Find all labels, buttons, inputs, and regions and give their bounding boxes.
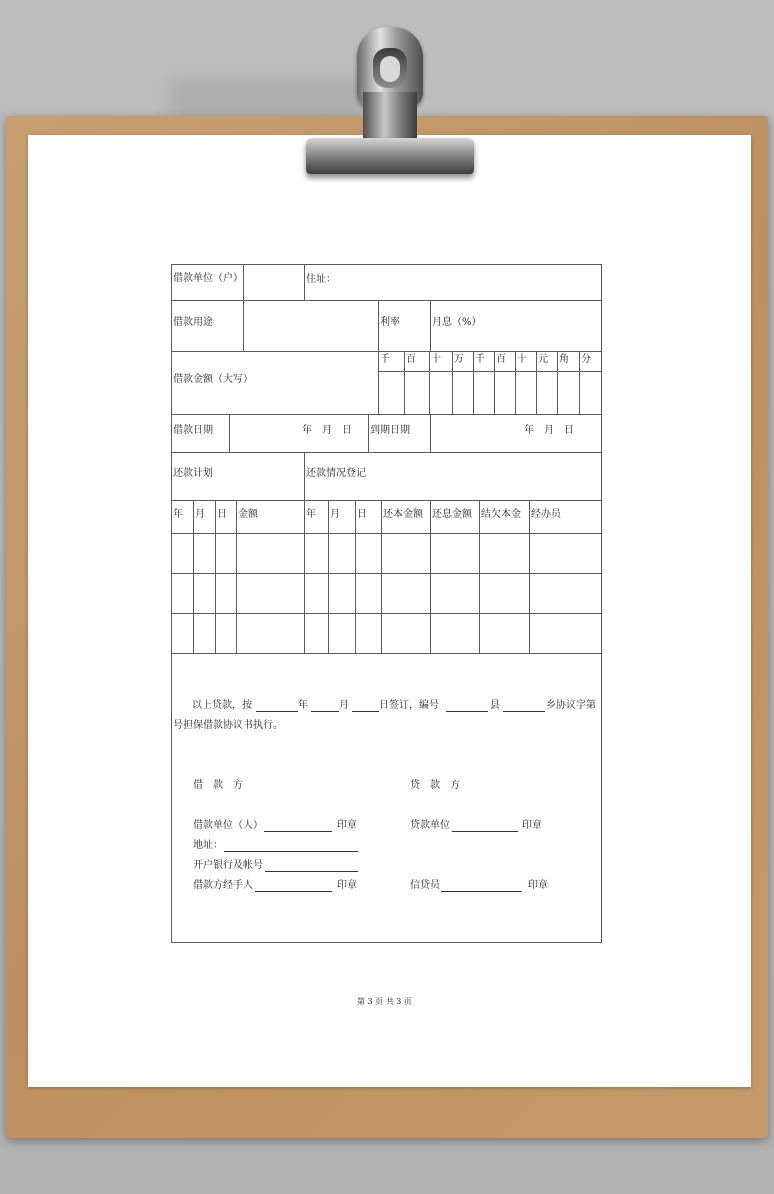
- col-line: [243, 264, 244, 301]
- loan-date-ymd: 年 月 日: [302, 425, 352, 436]
- column-header: 日: [217, 509, 227, 520]
- agreement-text: 日签订，编号: [379, 700, 439, 711]
- column-header: 结欠本金: [481, 509, 521, 520]
- col-line: [536, 351, 537, 415]
- agreement-text: 年: [298, 700, 308, 711]
- repayment-register-label: 还款情况登记: [306, 468, 366, 479]
- col-line: [378, 351, 379, 415]
- column-header: 日: [357, 509, 367, 520]
- digit-header: 元: [538, 354, 548, 365]
- agreement-text: 以上贷款，按: [192, 700, 252, 711]
- col-line: [515, 351, 516, 415]
- col-line: [328, 500, 329, 654]
- blank-line: [311, 711, 339, 712]
- col-line: [236, 500, 237, 654]
- col-line: [304, 264, 305, 301]
- column-header: 还本金额: [383, 509, 423, 520]
- seal-label: 印章: [522, 820, 542, 831]
- agreement-text: 月: [339, 700, 349, 711]
- col-line: [473, 351, 474, 415]
- blank-line: [224, 851, 358, 852]
- col-line: [557, 351, 558, 415]
- col-line: [452, 351, 453, 415]
- table-border-bottom: [171, 942, 602, 943]
- row-line: [171, 414, 602, 415]
- agreement-text: 县: [490, 700, 500, 711]
- col-line: [215, 500, 216, 654]
- blank-line: [441, 891, 522, 892]
- due-date-label: 到期日期: [370, 425, 410, 436]
- rate-label: 利率: [380, 317, 400, 328]
- digit-header: 十: [431, 354, 441, 365]
- col-line: [368, 414, 369, 453]
- col-line: [404, 351, 405, 415]
- page-number: 第 3 页 共 3 页: [357, 997, 412, 1006]
- paper-sheet: [28, 135, 751, 1087]
- borrower-unit-label: 借款单位（户）: [173, 273, 243, 284]
- col-line: [494, 351, 495, 415]
- loan-date-label: 借款日期: [173, 425, 213, 436]
- bank-account-sign: 开户银行及帐号: [193, 860, 263, 871]
- clip-neck: [363, 92, 417, 144]
- blank-line: [352, 711, 379, 712]
- blank-line: [446, 711, 488, 712]
- col-line: [430, 500, 431, 654]
- due-date-ymd: 年 月 日: [524, 425, 574, 436]
- clip-hole-inner: [380, 56, 400, 82]
- credit-officer-sign: 信贷员: [410, 880, 440, 891]
- blank-line: [264, 831, 332, 832]
- blank-line: [452, 831, 518, 832]
- lender-unit-sign: 贷款单位: [410, 820, 450, 831]
- monthly-interest-label: 月息（%）: [432, 317, 482, 328]
- col-line: [529, 500, 530, 654]
- seal-label: 印章: [528, 880, 548, 891]
- col-line: [430, 414, 431, 453]
- handler-sign: 借款方经手人: [193, 880, 253, 891]
- table-border-left: [171, 264, 172, 943]
- row-line: [378, 371, 602, 372]
- col-line: [193, 500, 194, 654]
- seal-label: 印章: [337, 880, 357, 891]
- col-line: [579, 351, 580, 415]
- borrower-title: 借 款 方: [193, 780, 243, 791]
- column-header: 还息金额: [432, 509, 472, 520]
- column-header: 经办员: [531, 509, 561, 520]
- row-line: [171, 351, 602, 352]
- clip-base: [306, 138, 474, 174]
- blank-line: [255, 891, 332, 892]
- col-line: [479, 500, 480, 654]
- column-header: 年: [173, 509, 183, 520]
- digit-header: 分: [581, 354, 591, 365]
- loan-amount-label: 借款金额（大写）: [173, 374, 253, 385]
- col-line: [229, 414, 230, 453]
- table-border-right: [601, 264, 602, 943]
- col-line: [243, 300, 244, 352]
- digit-header: 千: [380, 354, 390, 365]
- digit-header: 角: [559, 354, 569, 365]
- column-header: 月: [195, 509, 205, 520]
- row-line: [171, 452, 602, 453]
- digit-header: 百: [406, 354, 416, 365]
- col-line: [430, 300, 431, 352]
- agreement-text: 乡协议字第: [546, 700, 596, 711]
- col-line: [381, 500, 382, 654]
- agreement-text: 号担保借款协议书执行。: [173, 720, 283, 731]
- table-border-top: [171, 264, 602, 265]
- digit-header: 万: [454, 354, 464, 365]
- digit-header: 千: [475, 354, 485, 365]
- address-label: 住址：: [306, 274, 336, 285]
- column-header: 年: [306, 509, 316, 520]
- col-line: [378, 300, 379, 352]
- lender-title: 贷 款 方: [410, 780, 460, 791]
- address-sign: 地址：: [193, 840, 223, 851]
- purpose-label: 借款用途: [173, 317, 213, 328]
- blank-line: [256, 711, 298, 712]
- digit-header: 十: [517, 354, 527, 365]
- row-line: [171, 300, 602, 301]
- borrower-unit-sign: 借款单位（人）: [193, 820, 263, 831]
- repayment-plan-label: 还款计划: [173, 468, 213, 479]
- column-header: 金额: [238, 509, 258, 520]
- clip-shadow: [170, 80, 370, 120]
- seal-label: 印章: [337, 820, 357, 831]
- column-header: 月: [330, 509, 340, 520]
- blank-line: [265, 871, 358, 872]
- blank-line: [503, 711, 545, 712]
- digit-header: 百: [496, 354, 506, 365]
- col-line: [355, 500, 356, 654]
- col-line: [304, 452, 305, 501]
- col-line: [304, 500, 305, 654]
- col-line: [429, 351, 430, 415]
